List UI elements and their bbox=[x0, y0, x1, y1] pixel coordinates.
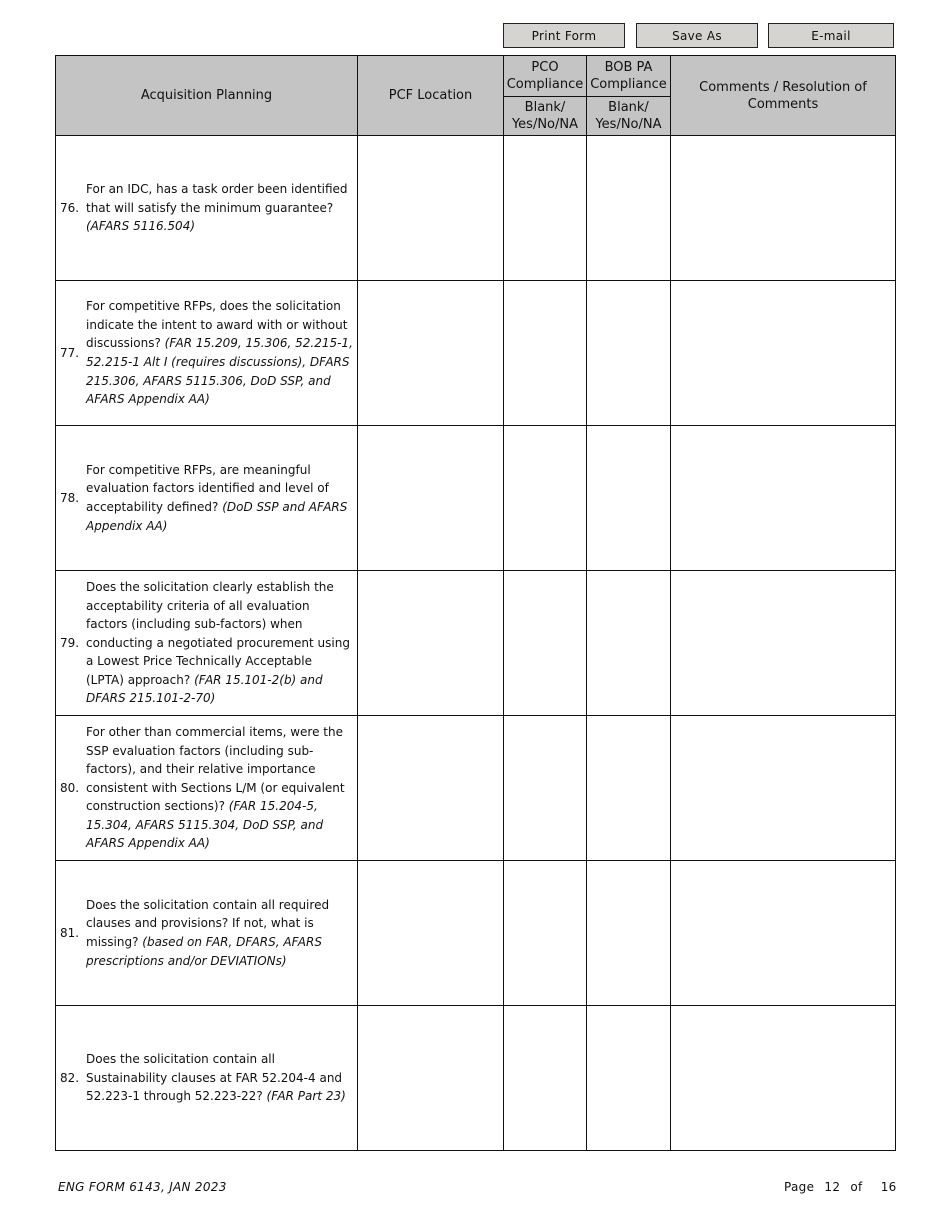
question-number: 81. bbox=[60, 926, 80, 940]
table-row bbox=[56, 716, 896, 861]
form-identifier: ENG FORM 6143, JAN 2023 bbox=[58, 1180, 227, 1194]
question-reference: (DoD SSP and AFARS Appendix AA) bbox=[86, 500, 348, 533]
pco-compliance-field[interactable] bbox=[504, 861, 587, 1006]
question-reference: (FAR Part 23) bbox=[266, 1089, 346, 1104]
question-number: 78. bbox=[60, 491, 80, 505]
table-row bbox=[56, 861, 896, 1006]
bob-pa-compliance-field[interactable] bbox=[587, 1006, 671, 1151]
question-text bbox=[86, 578, 357, 708]
question-text bbox=[86, 180, 357, 236]
question-reference: (FAR 15.209, 15.306, 52.215-1, 52.215-1 Alt I (requires discussions), DFARS 215.306, AFARS 5115.306, DoD SSP, and AFARS Appendix AA) bbox=[86, 336, 353, 407]
question-body: Does the solicitation clearly establish the acceptability criteria of all evaluation factors (including sub-factors) when conducting a negotiated procurement using a Lowest Price Technically Acceptable (LPTA) approach? bbox=[86, 579, 350, 687]
pco-compliance-field[interactable] bbox=[504, 136, 587, 281]
question-body: For an IDC, has a task order been identified that will satisfy the minimum guarantee? bbox=[86, 182, 348, 215]
bob-pa-compliance-field[interactable] bbox=[587, 571, 671, 716]
question-text bbox=[86, 297, 357, 409]
table-row bbox=[56, 1006, 896, 1151]
header-pcf-location: PCF Location bbox=[358, 56, 504, 136]
checklist-table bbox=[55, 55, 896, 1151]
comments-field[interactable] bbox=[671, 281, 896, 426]
comments-field[interactable] bbox=[671, 861, 896, 1006]
question-reference: (based on FAR, DFARS, AFARS prescriptions and/or DEVIATIONs) bbox=[86, 935, 322, 968]
question-text bbox=[86, 723, 357, 853]
question-reference: (FAR 15.204-5, 15.304, AFARS 5115.304, DoD SSP, and AFARS Appendix AA) bbox=[86, 799, 324, 851]
pco-compliance-field[interactable] bbox=[504, 571, 587, 716]
question-cell bbox=[56, 136, 358, 281]
header-pco-compliance: PCO Compliance bbox=[504, 56, 587, 97]
question-body: Does the solicitation contain all required clauses and provisions? If not, what is missing? bbox=[86, 897, 330, 949]
pcf-location-field[interactable] bbox=[358, 861, 504, 1006]
question-cell bbox=[56, 716, 358, 861]
question-cell bbox=[56, 1006, 358, 1151]
save-as-button[interactable]: Save As bbox=[636, 23, 758, 48]
question-number: 82. bbox=[60, 1071, 80, 1085]
question-number: 76. bbox=[60, 201, 80, 215]
comments-field[interactable] bbox=[671, 1006, 896, 1151]
page-number: 12 bbox=[824, 1180, 841, 1194]
question-text bbox=[86, 896, 357, 970]
pco-compliance-field[interactable] bbox=[504, 1006, 587, 1151]
header-pco-options: Blank/ Yes/No/NA bbox=[504, 97, 587, 136]
question-reference: (FAR 15.101-2(b) and DFARS 215.101-2-70) bbox=[86, 672, 323, 706]
question-body: For competitive RFPs, does the solicitation indicate the intent to award with or without discussions? bbox=[86, 299, 348, 351]
pcf-location-field[interactable] bbox=[358, 716, 504, 861]
question-text bbox=[86, 1050, 357, 1106]
header-bob-options: Blank/ Yes/No/NA bbox=[587, 97, 671, 136]
pcf-location-field[interactable] bbox=[358, 136, 504, 281]
table-row bbox=[56, 571, 896, 716]
bob-pa-compliance-field[interactable] bbox=[587, 861, 671, 1006]
pcf-location-field[interactable] bbox=[358, 571, 504, 716]
pcf-location-field[interactable] bbox=[358, 426, 504, 571]
header-comments: Comments / Resolution of Comments bbox=[671, 56, 896, 136]
table-row bbox=[56, 136, 896, 281]
pco-compliance-field[interactable] bbox=[504, 281, 587, 426]
question-number: 77. bbox=[60, 346, 80, 360]
question-reference: (AFARS 5116.504) bbox=[86, 219, 196, 234]
question-text bbox=[86, 461, 357, 535]
bob-pa-compliance-field[interactable] bbox=[587, 716, 671, 861]
question-cell bbox=[56, 281, 358, 426]
question-cell bbox=[56, 861, 358, 1006]
pco-compliance-field[interactable] bbox=[504, 426, 587, 571]
table-row bbox=[56, 281, 896, 426]
page-indicator bbox=[784, 1180, 903, 1194]
question-number: 80. bbox=[60, 781, 80, 795]
pcf-location-field[interactable] bbox=[358, 1006, 504, 1151]
bob-pa-compliance-field[interactable] bbox=[587, 281, 671, 426]
print-form-button[interactable]: Print Form bbox=[503, 23, 625, 48]
comments-field[interactable] bbox=[671, 136, 896, 281]
email-button[interactable]: E-mail bbox=[768, 23, 894, 48]
header-acquisition-planning: Acquisition Planning bbox=[56, 56, 358, 136]
question-cell bbox=[56, 571, 358, 716]
comments-field[interactable] bbox=[671, 716, 896, 861]
pco-compliance-field[interactable] bbox=[504, 716, 587, 861]
question-number: 79. bbox=[60, 636, 80, 650]
question-body: For other than commercial items, were the SSP evaluation factors (including sub-factors), and their relative importance consistent with Sections L/M (or equivalent construction sections)? bbox=[86, 724, 345, 814]
question-body: Does the solicitation contain all Sustainability clauses at FAR 52.204-4 and 52.223-1 through 52.223-22? bbox=[86, 1052, 343, 1104]
header-bob-pa-compliance: BOB PA Compliance bbox=[587, 56, 671, 97]
comments-field[interactable] bbox=[671, 571, 896, 716]
page-word: Page bbox=[784, 1180, 815, 1194]
bob-pa-compliance-field[interactable] bbox=[587, 136, 671, 281]
table-row bbox=[56, 426, 896, 571]
page-total: 16 bbox=[880, 1180, 897, 1194]
form-toolbar bbox=[503, 23, 895, 51]
pcf-location-field[interactable] bbox=[358, 281, 504, 426]
of-word: of bbox=[850, 1180, 863, 1194]
question-body: For competitive RFPs, are meaningful evaluation factors identified and level of acceptability defined? bbox=[86, 462, 329, 514]
bob-pa-compliance-field[interactable] bbox=[587, 426, 671, 571]
question-cell bbox=[56, 426, 358, 571]
comments-field[interactable] bbox=[671, 426, 896, 571]
